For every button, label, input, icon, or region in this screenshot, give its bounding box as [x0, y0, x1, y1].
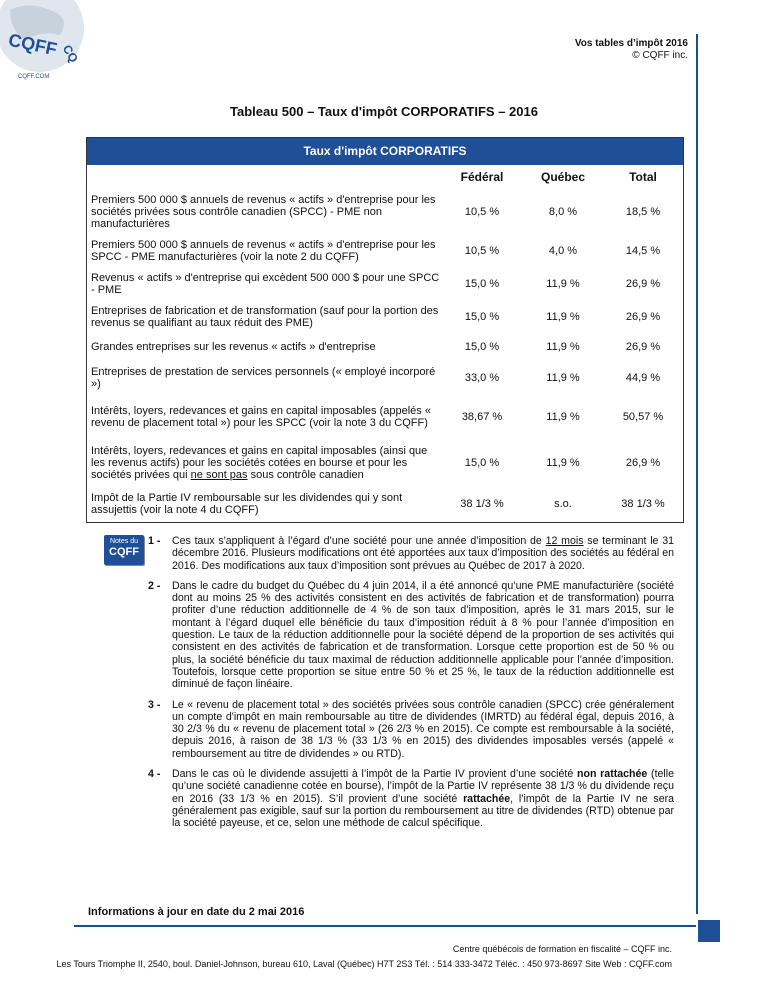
- note-item: [148, 768, 674, 829]
- row-label: Entreprises de fabrication et de transformation (sauf pour la portion des revenus se qualifiant au taux réduit des PME): [91, 304, 439, 329]
- notes-list: [148, 535, 674, 838]
- footer-rule: [74, 925, 696, 927]
- federal-rate: 38,67 %: [461, 411, 503, 423]
- total-rate: 26,9 %: [625, 277, 661, 290]
- quebec-rate: 11,9 %: [546, 371, 580, 384]
- federal-rate: 15,0 %: [464, 310, 500, 323]
- note-number: 4 -: [148, 768, 161, 781]
- logo-url: CQFF.COM: [18, 74, 50, 80]
- note-text: Dans le cadre du budget du Québec du 4 juin 2014, il a été annoncé qu’une PME manufacturière (société dont au moins 25 % des activités consistent en des activités de fabrication et de transformation) pourra profiter d’une réduction additionnelle de 4 % de son taux d’imposition, après le 31 mars 2015, sur le montant à l’égard duquel elle bénéficie du taux d’imposition réduit à 8 % pour l’année d’imposition en question. Le taux de la réduction additionnelle pour la société dépend de la proportion de ses activités qui consistent en des activités de fabrication et de transformation. Lorsque cette proportion est de 50 % ou plus, la société bénéficie du taux maximal de réduction additionnelle applicable pour l’année d’imposition. Toutefois, lorsque cette proportion se situe entre 50 % et 25 %, le taux de la réduction additionnelle est diminué de façon linéaire.: [172, 579, 674, 691]
- total-rate: 26,9 %: [625, 310, 661, 323]
- table-row: [87, 234, 683, 267]
- notes-badge-line1: Notes du: [109, 538, 139, 545]
- federal-rate: 10,5 %: [464, 205, 500, 218]
- note-text: Ces taux s'appliquent à l’égard d’une société pour une année d’imposition de 12 mois se terminant le 31 décembre 2016. Plusieurs modifications ont été apportées aux taux d’imposition des sociétés au fédéral en 2016. Des modifications aux taux d’imposition sont prévues au Québec de 2017 à 2020.: [172, 535, 675, 572]
- quebec-rate: 4,0 %: [548, 244, 578, 257]
- note-item: [148, 699, 674, 760]
- row-label: Grandes entreprises sur les revenus « actifs » d'entreprise: [91, 341, 376, 353]
- table-row: [87, 486, 683, 522]
- total-rate: 50,57 %: [622, 411, 664, 423]
- note-text: Le « revenu de placement total » des sociétés privées sous contrôle canadien (SPCC) crée généralement un compte d'impôt en main remboursable au titre de dividendes (IMRTD) au fédéral égal, depuis 2016, à 30 2/3 % du « revenu de placement total » (26 2/3 % en 2015). Ce compte est remboursable à la société, depuis 2016, à raison de 38 1/3 % (33 1/3 % en 2015) des dividendes imposables versés (appelé « remboursement au titre de dividendes » ou RTD).: [172, 698, 674, 760]
- notes-badge: [104, 535, 144, 565]
- note-item: [148, 580, 674, 691]
- row-label: Entreprises de prestation de services personnels (« employé incorporé »): [91, 365, 436, 390]
- footer-accent-box: [698, 920, 720, 942]
- note-number: 1 -: [148, 535, 161, 547]
- row-label: Revenus « actifs » d'entreprise qui excèdent 500 000 $ pour une SPCC - PME: [91, 271, 440, 296]
- federal-rate: 10,5 %: [464, 244, 500, 257]
- copyright: © CQFF inc.: [632, 50, 688, 61]
- col-federal: Fédéral: [460, 170, 504, 184]
- footer-address: Les Tours Triomphe II, 2540, boul. Daniel-Johnson, bureau 610, Laval (Québec) H7T 2S3 Tél. : 514 333-3472 Téléc. : 450 973-8697 Site Web : CQFF.com: [56, 959, 672, 969]
- table-column-header: [87, 165, 683, 189]
- col-total: Total: [629, 170, 657, 184]
- federal-rate: 38 1/3 %: [460, 498, 504, 510]
- quebec-rate: 11,9 %: [546, 411, 580, 423]
- total-rate: 26,9 %: [625, 341, 661, 353]
- quebec-rate: 11,9 %: [546, 341, 580, 353]
- table-row: [87, 361, 683, 394]
- note-item: [148, 535, 674, 572]
- total-rate: 44,9 %: [625, 371, 661, 384]
- table-row: [87, 440, 683, 486]
- federal-rate: 15,0 %: [464, 341, 500, 353]
- vertical-rule: [696, 34, 698, 914]
- quebec-rate: 11,9 %: [546, 310, 580, 323]
- federal-rate: 15,0 %: [464, 457, 500, 469]
- row-label: Intérêts, loyers, redevances et gains en capital imposables (appelés « revenu de placement total ») pour les SPCC (voir la note 3 du CQFF): [91, 405, 431, 429]
- table-row: [87, 394, 683, 440]
- update-date: Informations à jour en date du 2 mai 2016: [88, 906, 305, 918]
- total-rate: 14,5 %: [625, 244, 661, 257]
- quebec-rate: 8,0 %: [548, 205, 578, 218]
- note-text: Dans le cas où le dividende assujetti à l’impôt de la Partie IV provient d’une société non rattachée (telle qu’une société canadienne cotée en bourse), l’impôt de la Partie IV représente 38 1/3 % du dividende reçu en 2016 (33 1/3 % en 2015). S’il provient d’une société rattachée, l’impôt de la Partie IV ne sera généralement pas exigible, sauf sur la portion du remboursement au titre de dividendes (RTD) obtenue par la société payeuse, et ce, selon une méthode de calcul spécifique.: [172, 768, 675, 830]
- col-quebec: Québec: [540, 170, 585, 184]
- header-right: [575, 38, 688, 62]
- note-number: 3 -: [148, 698, 161, 711]
- table-row: [87, 267, 683, 300]
- row-label: Premiers 500 000 $ annuels de revenus « actifs » d'entreprise pour les SPCC - PME manufacturières (voir la note 2 du CQFF): [91, 238, 436, 263]
- quebec-rate: 11,9 %: [546, 457, 580, 469]
- doc-title: Vos tables d’impôt 2016: [574, 38, 688, 49]
- page-title: Tableau 500 – Taux d'impôt CORPORATIFS – 2016: [230, 104, 538, 119]
- table-heading: Taux d'impôt CORPORATIFS: [87, 138, 683, 165]
- logo-text: CQFF: [6, 29, 59, 60]
- table-row: [87, 300, 683, 333]
- federal-rate: 15,0 %: [464, 277, 500, 290]
- footer-org: Centre québécois de formation en fiscalité – CQFF inc.: [452, 944, 672, 954]
- table-row: [87, 333, 683, 361]
- quebec-rate: s.o.: [554, 498, 572, 510]
- row-label: Premiers 500 000 $ annuels de revenus « actifs » d'entreprise pour les sociétés privées sous contrôle canadien (SPCC) - PME non manufacturières: [91, 193, 436, 230]
- total-rate: 38 1/3 %: [621, 498, 665, 510]
- total-rate: 26,9 %: [625, 457, 661, 469]
- tax-table: [86, 137, 684, 523]
- quebec-rate: 11,9 %: [546, 277, 580, 290]
- row-label: Intérêts, loyers, redevances et gains en capital imposables (ainsi que les revenus actifs) pour les sociétés cotées en bourse et pour les sociétés privées qui ne sont pas sous contrôle canadien: [91, 445, 428, 481]
- row-label: Impôt de la Partie IV remboursable sur les dividendes qui y sont assujettis (voir la note 4 du CQFF): [91, 492, 403, 516]
- table-row: [87, 189, 683, 234]
- svg-text:CQ: CQ: [59, 42, 81, 65]
- notes-badge-line2: CQFF: [109, 546, 139, 558]
- cqff-logo: [0, 0, 110, 95]
- federal-rate: 33,0 %: [464, 371, 500, 384]
- total-rate: 18,5 %: [625, 205, 661, 218]
- note-number: 2 -: [148, 579, 161, 592]
